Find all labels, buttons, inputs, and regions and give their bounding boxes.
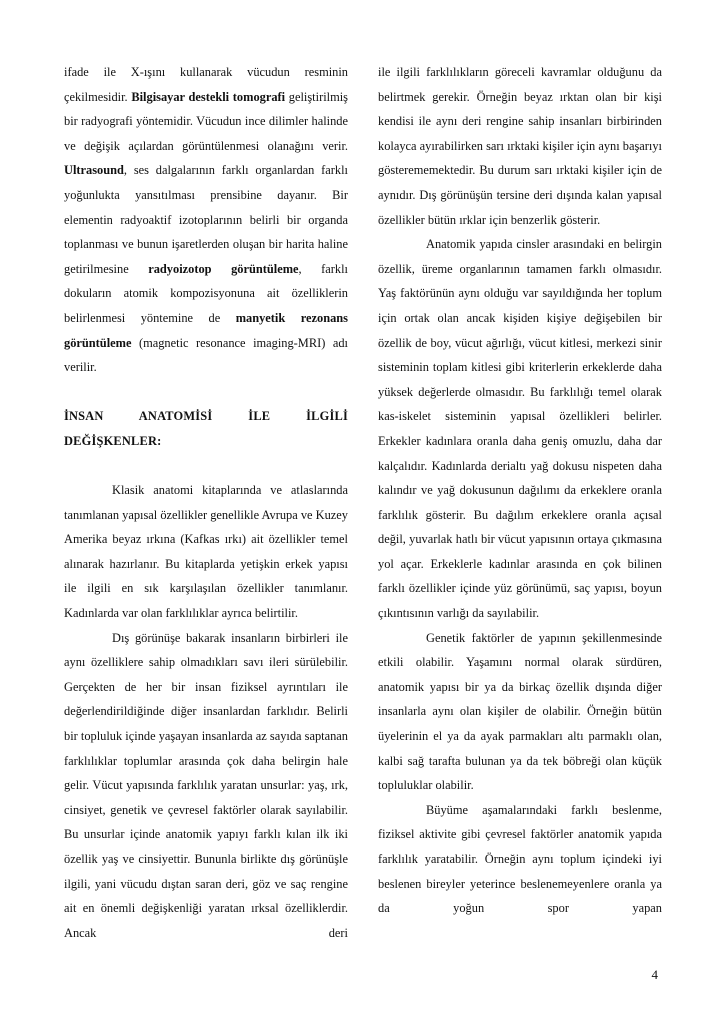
imaging-methods-paragraph (64, 60, 348, 380)
relative-differences-paragraph: ile ilgili farklılıkların göreceli kavramlar olduğunu da belirtmek gerekir. Örneğin beyaz ırktan olan bir kişi kendisi ile aynı deri rengine sahip insanları birbirinden kolayca ayırabilirken sarı ırktaki kişiler için aynı başarıyı gösterememektedir. Bu durum sarı ırktaki kişiler için de aynıdır. Dış görünüşün tersine deri dışında kalan yapısal özellikler bütün ırklar için benzerlik gösterir. (378, 65, 662, 227)
text-run: geliştirilmiş bir radyografi yöntemidir. Vücudun ince dilimler halinde ve değişik açılardan görüntülenmesi olanağını verir. (64, 89, 348, 153)
spacer (64, 380, 348, 405)
text-run: , ses dalgalarının farklı organlardan farklı yoğunlukta yansıtılması prensibine dayanır. Bir elementin radyoaktif izotoplarının belirli bir organda toplanması ve bunun işaretlerden oluşan bir harita haline getirilmesine (64, 163, 348, 276)
classic-anatomy-paragraph: Klasik anatomi kitaplarında ve atlaslarında tanımlanan yapısal özellikler genellikle Avrupa ve Kuzey Amerika beyaz ırkına (Kafkas ırkı) ait özellikler temel alınarak hazırlanır. Bu kitaplarda yetişkin erkek yapısı ile ilgili en sık karşılaşılan özellikler tanımlanır. Kadınlarda var olan farklılıklar ayrıca belirtilir. (64, 483, 348, 621)
sex-differences-paragraph: Anatomik yapıda cinsler arasındaki en belirgin özellik, üreme organlarının tamamen farklı olmasıdır. Yaş faktörünün aynı olduğu var sayıldığında her toplum için ortak olan ancak kişiden kişiye değişebilen bir özellik de boy, vücut ağırlığı, vücut kitlesi, merkezi sinir sisteminin toplam kitlesi gibi kriterlerin erkeklerde daha yüksek değerlerde olmasıdır. Bu farklılığı temel olarak kas-iskelet sisteminin yapısal özellikleri belirler. Erkekler kadınlara oranla daha geniş omuzlu, daha dar kalçalıdır. Kadınlarda derialtı yağ dokusu nispeten daha kalındır ve yağ dokusunun dağılımı da erkeklere oranla farklılık gösterir. Bu dağılım erkeklere oranla açısal değil, yuvarlak hatlı bir vücut yapısının ortaya çıkmasına yol açar. Erkeklerle kadınlar arasında en çok bilinen farklı özellikler içinde yüz görünümü, saç yapısı, boyun çıkıntısının varlığı da sayılabilir. (378, 237, 662, 621)
bold-term-ultrasound: Ultrasound (64, 163, 124, 178)
environmental-factors-paragraph: Büyüme aşamalarındaki farklı beslenme, fiziksel aktivite gibi çevresel faktörler anatomik yapıda farklılık yaratabilir. Örneğin aynı toplum içindeki iyi beslenen bireyler yeterince beslenemeyenlere oranla ya da yoğun spor yapan (378, 802, 662, 916)
text-run: , farklı dokuların atomik kompozisyonuna ait özelliklerin belirlenmesi yöntemine de (64, 261, 348, 325)
bold-term-radioisotope-imaging: radyoizotop görüntüleme (148, 261, 299, 276)
page-number: 4 (651, 967, 658, 982)
text-run: (magnetic resonance imaging-MRI) adı verilir. (64, 335, 348, 375)
bold-term-computed-tomography: Bilgisayar destekli tomografi (131, 89, 286, 104)
genetic-factors-paragraph: Genetik faktörler de yapının şekillenmesinde etkili olabilir. Yaşamını normal olarak sürdüren, anatomik yapısı bir ya da birkaç özellik dışında diğer insanlarla aynı olan kişiler de olabilir. Örneğin bütün üyelerinin el ya da ayak parmakları altı parmaklı olan, kalbi sağ tarafta bulunan ya da tek böbreği olan küçük topluluklar olabilir. (378, 630, 662, 793)
external-appearance-paragraph: Dış görünüşe bakarak insanların birbirleri ile aynı özelliklere sahip olmadıkları savı ileri sürülebilir. Gerçekten de her bir insan fiziksel ayrıntıları ile değerlendirildiğinde diğer insanlardan farklıdır. Belirli bir topluluk içinde yaşayan insanlarda az sayıda saptanan farklılıklar toplumlar arasında çok daha belirgin hale gelir. Vücut yapısında farklılık yaratan unsurlar: yaş, ırk, cinsiyet, genetik ve çevresel faktörler olarak sayılabilir. Bu unsurlar içinde anatomik yapıyı farklı kılan ilk iki özellik yaş ve cinsiyettir. Bununla birlikte dış görünüşle ilgili, yani vücudu dıştan saran deri, göz ve saç rengine ait en önemli değişkenliği yaratan ırksal özelliklerdir. Ancak deri (64, 630, 348, 940)
left-column (64, 60, 348, 945)
spacer (64, 454, 348, 479)
section-heading-line1: İNSAN ANATOMİSİ İLE İLGİLİ (64, 409, 348, 424)
text-run: ifade ile X-ışını kullanarak vücudun resminin çekilmesidir. (64, 65, 348, 104)
bold-term-mri: manyetik rezonans görüntüleme (64, 310, 348, 350)
section-heading-line2: DEĞİŞKENLER: (64, 433, 162, 448)
right-column (378, 60, 662, 921)
